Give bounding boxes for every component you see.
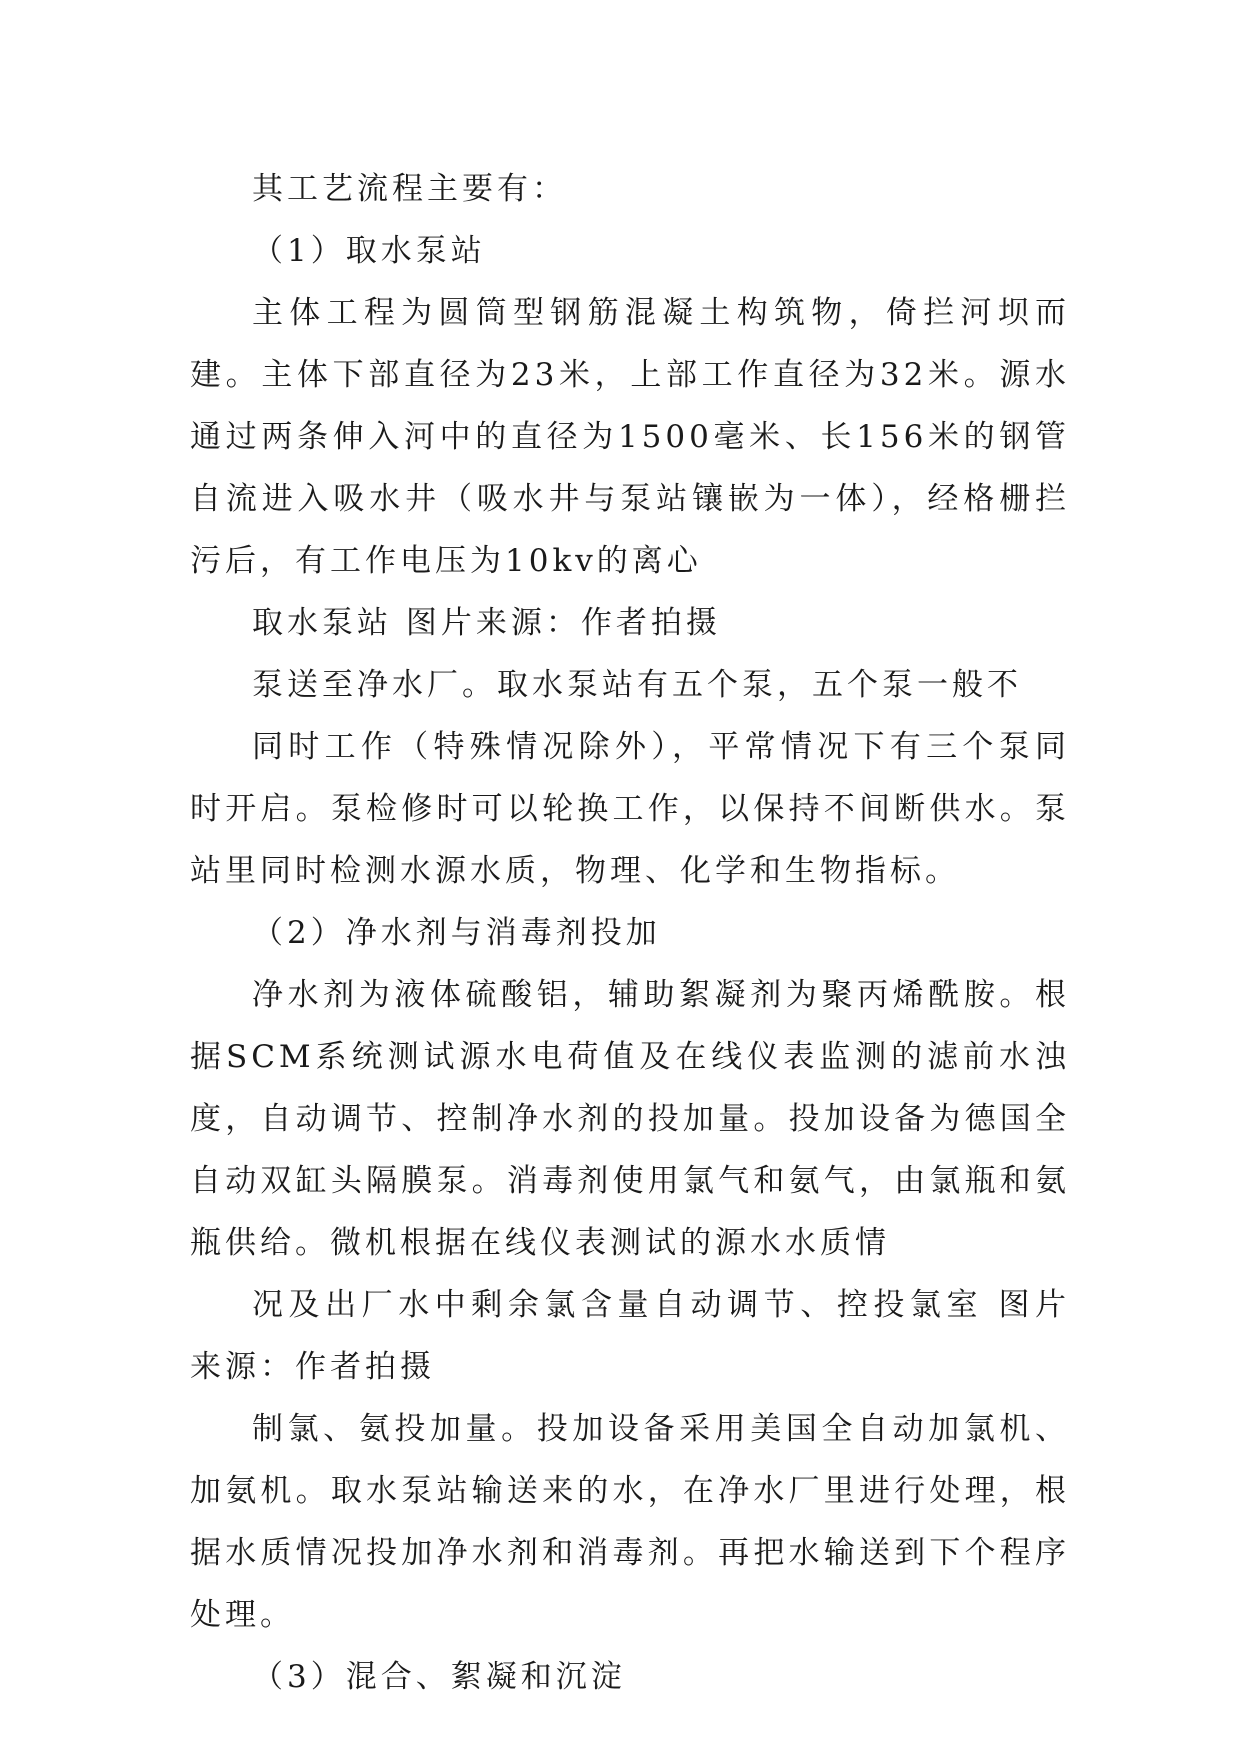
section-heading-3: （3）混合、絮凝和沉淀: [252, 1659, 626, 1695]
paragraph-intro: 其工艺流程主要有：: [252, 171, 567, 207]
paragraph-pump-station: 主体工程为圆筒型钢筋混凝土构筑物，倚拦河坝而建。主体下部直径为23米，上部工作直径为32米。源水通过两条伸入河中的直径为1500毫米、长156米的钢管自流进入吸水井（吸水井与泵站镶嵌为一体），经格栅拦污后，有工作电压为10kv的离心: [190, 295, 1070, 579]
image-caption-pump-station: 取水泵站 图片来源：作者拍摄: [252, 605, 721, 641]
section-heading-1: （1）取水泵站: [252, 233, 486, 269]
image-caption-chlorine-room: 况及出厂水中剩余氯含量自动调节、控投氯室 图片来源：作者拍摄: [190, 1287, 1070, 1385]
paragraph-dosing: 制氯、氨投加量。投加设备采用美国全自动加氯机、加氨机。取水泵站输送来的水，在净水厂里进行处理，根据水质情况投加净水剂和消毒剂。再把水输送到下个程序处理。: [190, 1411, 1070, 1633]
section-heading-2: （2）净水剂与消毒剂投加: [252, 915, 661, 951]
body-text: [190, 158, 1070, 1708]
paragraph-pump-operation: 同时工作（特殊情况除外），平常情况下有三个泵同时开启。泵检修时可以轮换工作，以保持不间断供水。泵站里同时检测水源水质，物理、化学和生物指标。: [190, 729, 1070, 889]
paragraph-coagulant: 净水剂为液体硫酸铝，辅助絮凝剂为聚丙烯酰胺。根据SCM系统测试源水电荷值及在线仪表监测的滤前水浊度，自动调节、控制净水剂的投加量。投加设备为德国全自动双缸头隔膜泵。消毒剂使用氯气和氨气，由氯瓶和氨瓶供给。微机根据在线仪表测试的源水水质情: [190, 977, 1070, 1261]
paragraph-pump-delivery: 泵送至净水厂。取水泵站有五个泵，五个泵一般不: [252, 667, 1022, 703]
